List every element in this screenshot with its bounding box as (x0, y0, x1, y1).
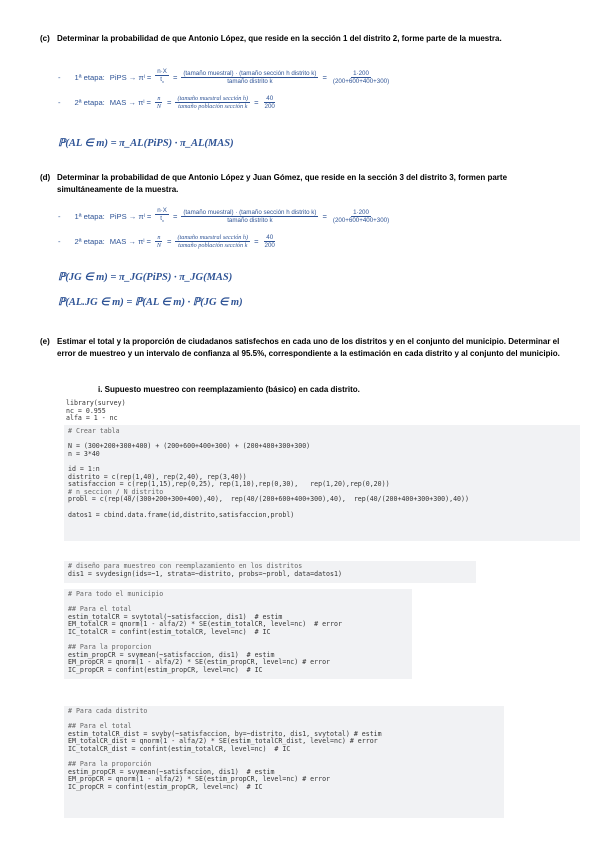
code-line: distrito = c(rep(1,40), rep(2,40), rep(3,40)) (68, 472, 247, 481)
code-line: probl = c(rep(40/(300+200+300+400),40), rep(40/(200+600+400+300),40), rep(40/(200+400+300+300),40)) (68, 495, 469, 504)
step-sub: i (143, 74, 145, 80)
code-line: EM_propCR = qnorm(1 - alfa/2) * SE(estim_propCR, level=nc) # error (68, 658, 331, 667)
section-c-step2: - 2ª etapa: MAS → π i = $\frac{n}{N}$ = $\frac{\text{(tamaño muestral sección h)}}{\text{tamaño población sección k}}$ = $\frac{40}{200}$ (58, 94, 275, 110)
code-line: ## Para la proporcion (68, 643, 152, 652)
step-label: 2ª etapa: (74, 97, 105, 107)
code-line: id = 1:n (68, 464, 100, 473)
fraction: $\frac{\text{(tamaño muestral sección h)}}{\text{tamaño población sección k}}$ (177, 94, 249, 110)
fraction: $\frac{n\cdot X}{t_x}$ (157, 68, 167, 85)
step-sub: i (143, 238, 145, 244)
formula-c: ℙ(AL ∈ m) = π_AL(PiPS) · π_AL(MAS) (58, 138, 234, 149)
code-line (68, 458, 469, 466)
step-left: PiPS → π (109, 211, 144, 221)
code-line: n = 3*40 (68, 449, 100, 458)
bullet-icon: - (58, 97, 61, 107)
code-line: estim_totalCR = svytotal(~satisfaccion, dis1) # estim (68, 612, 283, 621)
section-c-text: Determinar la probabilidad de que Antonio López, que reside en la sección 1 del distrito 2, forme parte de la muestra. (57, 34, 502, 43)
code-line: IC_propCR = confint(estim_propCR, level=nc) # IC (68, 665, 263, 674)
code-line: # Crear tabla (68, 427, 120, 435)
code-block-4 (68, 591, 342, 675)
code-line: EM_totalCR_dist = qnorm(1 - alfa/2) * SE(estim_totalCR_dist, level=nc) # error (68, 737, 378, 746)
section-e-subitem: i. Supuesto muestreo con reemplazamiento (básico) en cada distrito. (98, 385, 360, 394)
section-c (40, 33, 560, 59)
bullet-icon: - (58, 211, 61, 221)
fraction: $\frac{n\cdot X}{t_x}$ (157, 207, 167, 224)
fraction: $\frac{1\cdot 200}{(200+600+400+300)}$ (332, 69, 390, 85)
step-sub: i (143, 99, 145, 105)
bullet-icon: - (58, 236, 61, 246)
section-e-text: Estimar el total y la proporción de ciudadanos satisfechos en cada uno de los distritos y en el conjunto del municipio. Determinar el error de muestreo y un intervalo de confianza al 95.5%, correspondiente a la estimación en cada distrito y al conjunto del municipio. (57, 337, 560, 358)
code-line: # Para todo el municipio (68, 590, 164, 598)
fraction: $\frac{1\cdot 200}{(200+600+400+300)}$ (332, 208, 390, 224)
fraction: $\frac{n}{N}$ (156, 233, 162, 249)
code-line: IC_propCR = confint(estim_propCR, level=nc) # IC (68, 782, 263, 791)
section-c-step1: - 1ª etapa: PiPS → π i = $\frac{n\cdot X}{t_x}$ = $\frac{\text{(tamaño muestral) · (tamaño sección h distrito k)}}{\text{tamaño distrito k}}$ = $\frac{1\cdot 200}{(200+600+400+300)}$ (58, 68, 390, 85)
section-d-step1: - 1ª etapa: PiPS → π i = $\frac{n\cdot X}{t_x}$ = $\frac{\text{(tamaño muestral) · (tamaño sección h distrito k)}}{\text{tamaño distrito k}}$ = $\frac{1\cdot 200}{(200+600+400+300)}$ (58, 207, 390, 224)
step-left: MAS → π (109, 236, 144, 246)
code-line: estim_propCR = svymean(~satisfaccion, dis1) # estim (68, 767, 275, 776)
step-left: PiPS → π (109, 72, 144, 82)
code-line: satisfaccion = c(rep(1,15),rep(0,25), rep(1,10),rep(0,30), rep(1,20),rep(0,20)) (68, 480, 390, 489)
code-block-1 (66, 400, 126, 423)
code-line: library(survey) (66, 399, 126, 407)
code-line: nc = 0.955 (66, 406, 106, 415)
fraction: $\frac{n}{N}$ (156, 94, 162, 110)
section-d-label: (d) (40, 173, 51, 182)
code-line: dis1 = svydesign(ids=~1, strata=~distrito, probs=~probl, data=datos1) (68, 569, 342, 578)
code-line: # n_seccion / N_distrito (68, 487, 164, 496)
step-label: 1ª etapa: (74, 211, 105, 221)
code-line: datos1 = cbind.data.frame(id,distrito,satisfaccion,probl) (68, 510, 295, 519)
section-c-label: (c) (40, 34, 50, 43)
code-line: ## Para el total (68, 722, 132, 731)
section-d (40, 172, 560, 198)
step-left: MAS → π (109, 97, 144, 107)
code-block-2 (68, 428, 469, 519)
code-line: estim_propCR = svymean(~satisfaccion, dis1) # estim (68, 650, 275, 659)
formula-d-2: ℙ(AL.JG ∈ m) = ℙ(AL ∈ m) · ℙ(JG ∈ m) (58, 297, 243, 308)
bullet-icon: - (58, 72, 61, 82)
code-block-3 (68, 563, 342, 578)
fraction: $\frac{\text{(tamaño muestral) · (tamaño sección h distrito k)}}{\text{tamaño distrito k}}$ (183, 208, 317, 224)
step-label: 2ª etapa: (74, 236, 105, 246)
step-label: 1ª etapa: (74, 72, 105, 82)
code-block-5 (68, 708, 382, 792)
fraction: $\frac{\text{(tamaño muestral sección h)}}{\text{tamaño población sección k}}$ (177, 233, 249, 249)
code-line: # Para cada distrito (68, 707, 148, 715)
fraction: $\frac{40}{200}$ (264, 233, 275, 249)
code-line: IC_totalCR = confint(estim_totalCR, level=nc) # IC (68, 627, 271, 636)
code-line: N = (300+200+300+400) + (200+600+400+300) + (200+400+300+300) (68, 442, 311, 451)
code-line: ## Para la proporción (68, 760, 152, 769)
step-sub: i (143, 213, 145, 219)
section-e (40, 336, 560, 374)
fraction: $\frac{40}{200}$ (264, 94, 275, 110)
section-d-text: Determinar la probabilidad de que Antonio López y Juan Gómez, que reside en la sección 3 del distrito 3, formen parte simultáneamente de la muestra. (57, 173, 508, 194)
code-line: EM_propCR = qnorm(1 - alfa/2) * SE(estim_propCR, level=nc) # error (68, 775, 331, 784)
fraction: $\frac{\text{(tamaño muestral) · (tamaño sección h distrito k)}}{\text{tamaño distrito k}}$ (183, 69, 317, 85)
code-line: EM_totalCR = qnorm(1 - alfa/2) * SE(estim_totalCR, level=nc) # error (68, 620, 342, 629)
code-line: ## Para el total (68, 605, 132, 614)
code-line: # diseño para muestreo con reemplazamiento en los distritos (68, 562, 303, 570)
section-d-step2: - 2ª etapa: MAS → π i = $\frac{n}{N}$ = $\frac{\text{(tamaño muestral sección h)}}{\text{tamaño población sección k}}$ = $\frac{40}{200}$ (58, 233, 275, 249)
code-line: IC_totalCR_dist = confint(estim_totalCR, level=nc) # IC (68, 744, 291, 753)
section-e-label: (e) (40, 337, 50, 346)
code-line: alfa = 1 - nc (66, 414, 118, 423)
formula-d-1: ℙ(JG ∈ m) = π_JG(PiPS) · π_JG(MAS) (58, 272, 233, 283)
code-line: estim_totalCR_dist = svyby(~satisfaccion, by=~distrito, dis1, svytotal) # estim (68, 729, 382, 738)
